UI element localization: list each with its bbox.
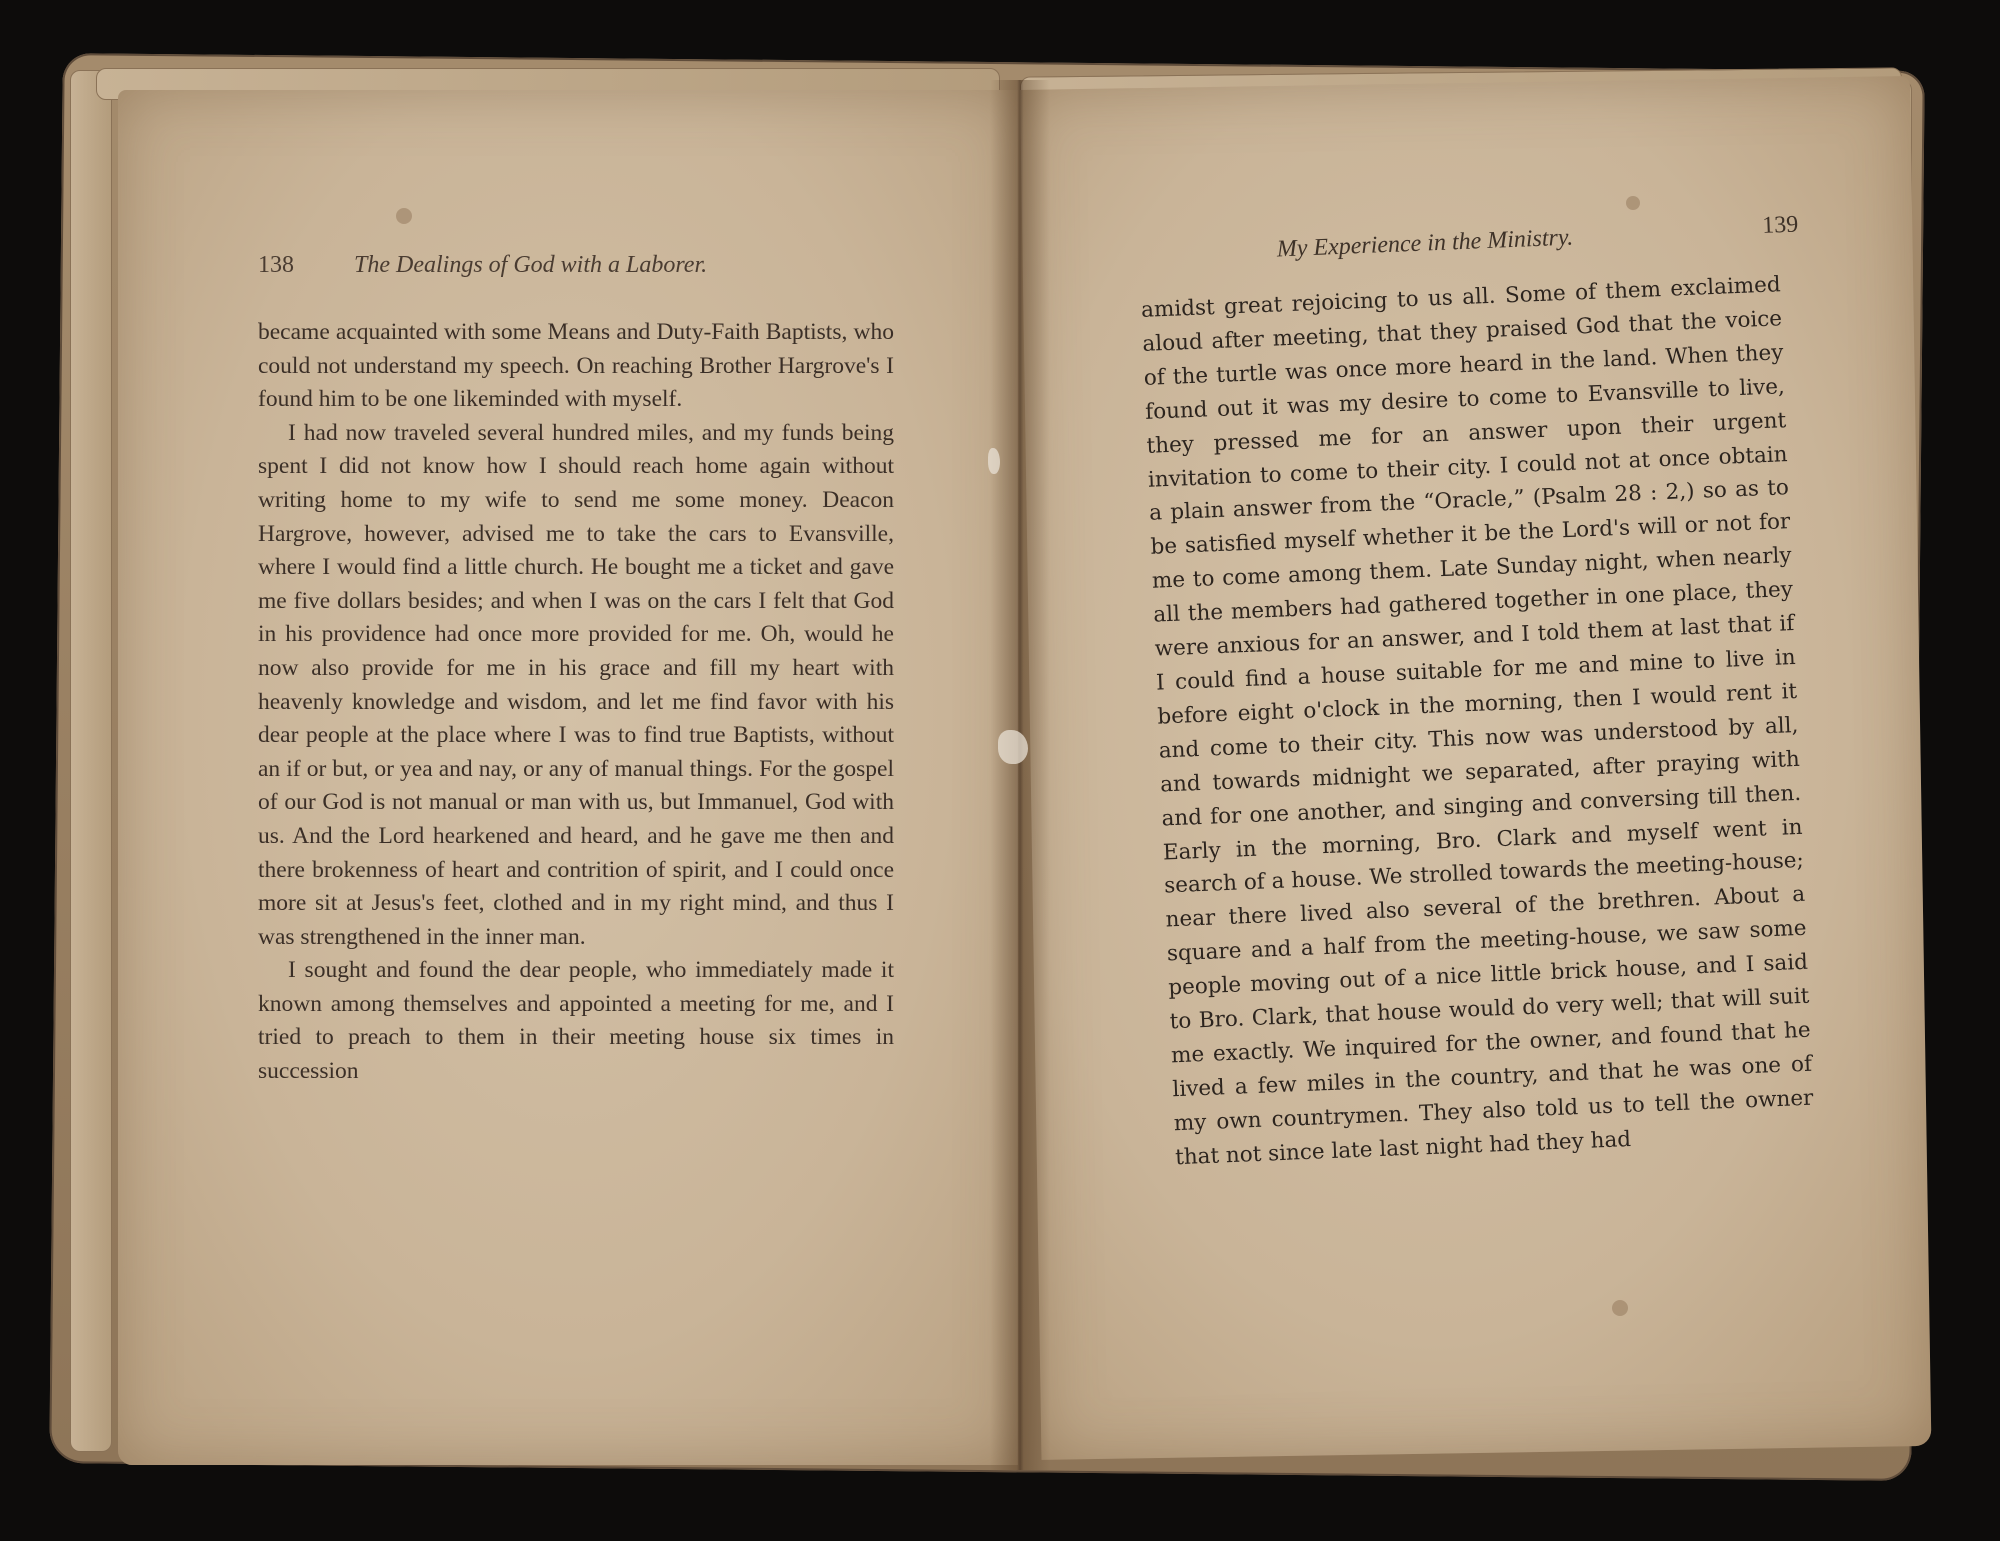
right-body-text	[1140, 268, 1815, 1175]
left-paragraph: became acquainted with some Means and Duty-Faith Baptists, who could not understand my speech. On reaching Brother Hargrove's I found him to be one likeminded with myself.	[258, 319, 894, 413]
left-page-number: 138	[258, 252, 294, 278]
right-paragraph: amidst great rejoicing to us all. Some of them exclaimed aloud after meeting, that they praised God that the voice of the turtle was once more heard in the land. When they found out it was my desire to come to Evansville to live, they pressed me for an answer upon their urgent invitation to come to their city. I could not at once obtain a plain answer from the “Oracle,” (Psalm 28 : 2,) so as to be satisfied myself whether it be the Lord's will or not for me to come among them. Late Sunday night, when nearly all the members had gathered together in one place, they were anxious for an answer, and I told them at last that if I could find a house suitable for me and mine to live in before eight o'clock in the morning, then I would rent it and come to their city. This now was understood by all, and towards midnight we separated, after praying with and for one another, and singing and conversing till then. Early in the morning, Bro. Clark and myself went in search of a house. We strolled towards the meeting-house; near there lived also several of the brethren. About a square and a half from the meeting-house, we saw some people moving out of a nice little brick house, and I said to Bro. Clark, that house would do very well; that will suit me exactly. We inquired for the owner, and found that he lived a few miles in the country, and that he was one of my own countrymen. They also told us to tell the owner that not since late last night had they had	[1140, 272, 1814, 1170]
right-page-content	[1138, 206, 1815, 1174]
page-tear	[988, 448, 1000, 474]
foxing-spot	[1626, 196, 1640, 210]
foxing-spot	[396, 208, 412, 224]
left-page-edges	[70, 70, 112, 1452]
left-body-text	[258, 316, 894, 1089]
left-paragraph: I had now traveled several hundred miles, and my funds being spent I did not know how I should reach home again without writing home to my wife to send me some money. Deacon Hargrove, however, advised me to take the cars to Evansville, where I would find a little church. He bought me a ticket and gave me five dollars besides; and when I was on the cars I felt that God in his providence had once more provided for me. Oh, would he now also provide for me in his grace and fill my heart with heavenly knowledge and wisdom, and let me find favor with his dear people at the place where I was to find true Baptists, without an if or but, or yea and nay, or any of manual things. For the gospel of our God is not manual or man with us, but Immanuel, God with us. And the Lord hearkened and heard, and he gave me then and there brokenness of heart and contrition of spirit, and I could once more sit at Jesus's feet, clothed and in my right mind, and thus I was strengthened in the inner man.	[258, 419, 894, 950]
page-tear	[998, 730, 1028, 764]
book-gutter	[990, 80, 1050, 1470]
right-running-title: My Experience in the Ministry.	[1276, 224, 1574, 263]
foxing-spot	[1612, 1300, 1628, 1316]
left-paragraph: I sought and found the dear people, who immediately made it known among themselves and appointed a meeting for me, and I tried to preach to them in their meeting house six times in succession	[258, 957, 894, 1085]
right-page-number: 139	[1761, 211, 1799, 239]
left-running-title: The Dealings of God with a Laborer.	[354, 252, 708, 278]
